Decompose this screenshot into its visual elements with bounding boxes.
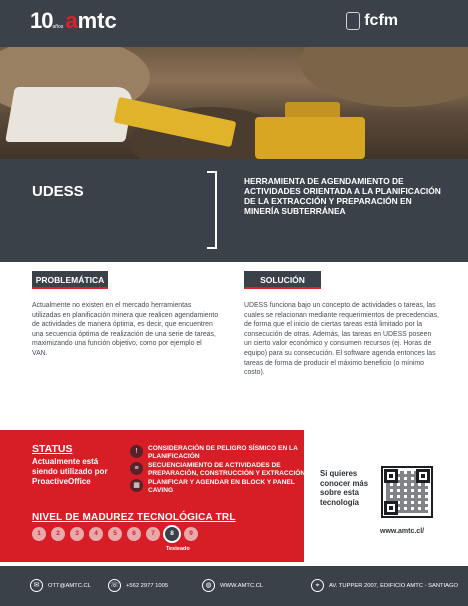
- mail-icon: ✉: [30, 579, 43, 592]
- footer-email[interactable]: [30, 579, 91, 592]
- mining-photo: [0, 47, 468, 159]
- calendar-icon: ▦: [130, 479, 143, 492]
- amtc-logo: [30, 10, 117, 32]
- trl-level-4: 4: [89, 527, 103, 541]
- product-name: UDESS: [32, 183, 84, 200]
- trl-level-9: 9: [184, 527, 198, 541]
- trl-level-8: 8: [165, 527, 179, 541]
- feature-text: PLANIFICAR Y AGENDAR EN BLOCK Y PANEL CAVING: [148, 479, 295, 494]
- trl-level-6: 6: [127, 527, 141, 541]
- loader-body: [255, 117, 365, 159]
- phone-icon: ☏: [108, 579, 121, 592]
- status-title: STATUS: [32, 443, 73, 455]
- trl-level-5: 5: [108, 527, 122, 541]
- university-seal-icon: [346, 12, 360, 30]
- feature-item: [130, 445, 310, 461]
- hazard-icon: !: [130, 445, 143, 458]
- logo-small-text: años: [52, 24, 64, 30]
- location-icon: ⌖: [311, 579, 324, 592]
- globe-icon: ◍: [202, 579, 215, 592]
- feature-item: [130, 479, 310, 495]
- trl-level-1: 1: [32, 527, 46, 541]
- footer-phone[interactable]: [108, 579, 168, 592]
- problem-text: Actualmente no existen en el mercado herramientas utilizadas en planificación minera que realicen agendamiento de actividades de manera óptima, es decir, que encuentren una secuencia óptima de realización de una serie de tareas, maximizando una función objetivo, como por ejemplo el VAN.: [32, 302, 219, 357]
- feature-text: CONSIDERACIÓN DE PELIGRO SÍSMICO EN LA PLANIFICACIÓN: [148, 445, 298, 460]
- qr-prompt: Si quieres conocer más sobre esta tecnología: [320, 469, 369, 507]
- footer-address-text: AV. TUPPER 2007, EDIFICIO AMTC - SANTIAGO: [329, 582, 459, 589]
- solution-label: SOLUCIÓN: [244, 271, 321, 289]
- sequence-icon: ≡: [130, 462, 143, 475]
- solution-text: UDESS funciona bajo un concepto de actividades o tareas, las cuales se relacionan mediante requerimientos de precedencias, de forma que el inicio de ciertas tareas está limitado por la consecución de otras. Además, las tareas en UDESS poseen un cierto valor económico y consumen recursos (ej. Horas de equipo) para su consecución. El software agenda entonces las tareas de forma de producir el máximo beneficio (o mínimo costo).: [244, 302, 439, 377]
- qr-code[interactable]: [381, 466, 433, 518]
- footer-website-text: WWW.AMTC.CL: [220, 582, 264, 589]
- title-band: [0, 159, 468, 262]
- trl-caption: Testeado: [166, 546, 190, 552]
- feature-text: SECUENCIAMIENTO DE ACTIVIDADES DE PREPARACIÓN, CONSTRUCCIÓN Y EXTRACCIÓN: [148, 462, 306, 477]
- trl-level-2: 2: [51, 527, 65, 541]
- status-text: Actualmente está siendo utilizado por ProactiveOffice: [32, 457, 108, 486]
- fcfm-logo-text: fcfm: [364, 12, 398, 29]
- bracket-divider: [207, 171, 217, 249]
- website-link[interactable]: www.amtc.cl/: [380, 528, 425, 535]
- feature-item: [130, 462, 310, 478]
- logo-word: amtc: [65, 8, 117, 33]
- logo-number: 10: [30, 8, 53, 33]
- trl-level-3: 3: [70, 527, 84, 541]
- fcfm-logo: [346, 12, 442, 30]
- footer-phone-text: +562 2977 1005: [126, 582, 169, 589]
- problem-label: PROBLEMÁTICA: [32, 271, 108, 289]
- product-description: HERRAMIENTA DE AGENDAMIENTO DE ACTIVIDADES ORIENTADA A LA PLANIFICACIÓN DE LA EXTRACCIÓN Y PREPARACIÓN EN MINERÍA SUBTERRÁNEA: [244, 176, 441, 216]
- trl-scale: [32, 527, 198, 541]
- trl-level-7: 7: [146, 527, 160, 541]
- header: [0, 0, 468, 47]
- footer-website[interactable]: [202, 579, 263, 592]
- footer-address: [311, 579, 458, 592]
- footer: [0, 566, 468, 606]
- footer-email-text: OTT@AMTC.CL: [48, 582, 91, 589]
- trl-title: NIVEL DE MADUREZ TECNOLÓGICA TRL: [32, 512, 236, 523]
